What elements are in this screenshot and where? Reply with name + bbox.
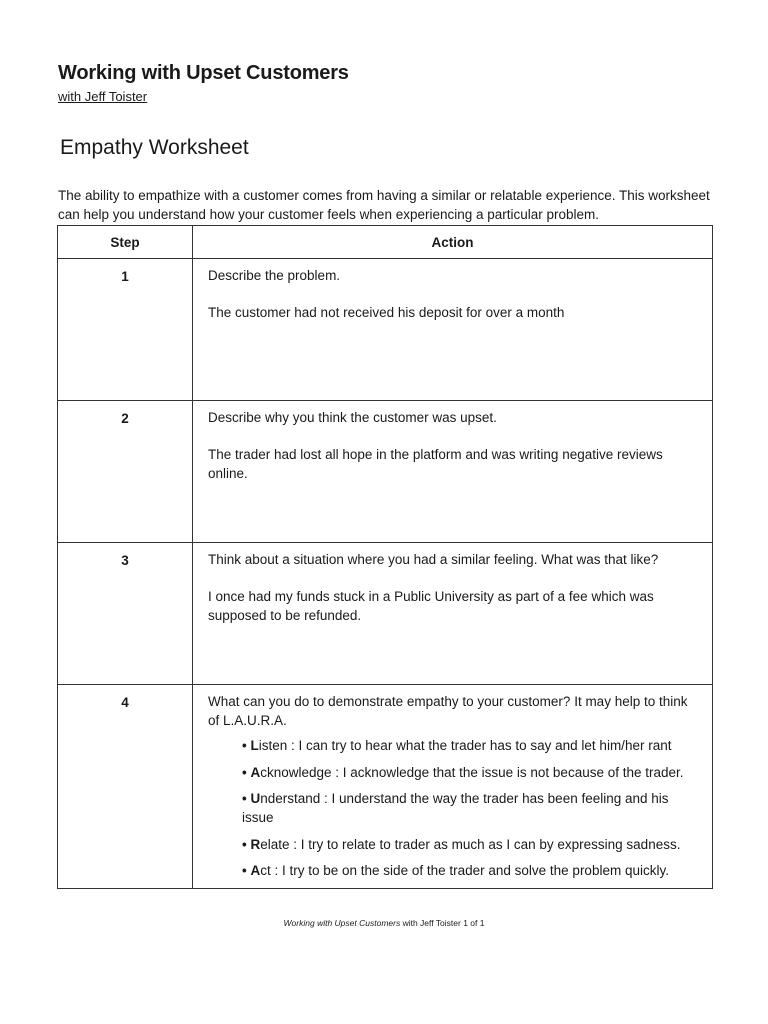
laura-text: nderstand : I understand the way the trader has been feeling and his issue (242, 791, 669, 825)
table-row (58, 259, 713, 401)
course-title: Working with Upset Customers (58, 62, 349, 84)
laura-letter: L (250, 738, 259, 753)
laura-text: ct : I try to be on the side of the trader and solve the problem quickly. (260, 863, 669, 878)
laura-letter: U (250, 791, 261, 806)
table-row (58, 401, 713, 543)
action-prompt: Think about a situation where you had a similar feeling. What was that like? (208, 552, 659, 567)
laura-text: elate : I try to relate to trader as much as I can by expressing sadness. (260, 836, 681, 852)
laura-item-act (242, 861, 702, 880)
laura-item-relate (242, 835, 702, 854)
laura-letter: A (250, 863, 261, 878)
action-answer: The trader had lost all hope in the platform and was writing negative reviews online. (208, 447, 663, 481)
page-footer (0, 917, 768, 929)
action-prompt: Describe the problem. (208, 268, 341, 283)
table-row (58, 543, 713, 685)
footer-course-title: Working with Upset Customers (283, 918, 401, 928)
action-answer: I once had my funds stuck in a Public University as part of a fee which was supposed to be refunded. (208, 589, 654, 623)
laura-item-listen (242, 736, 702, 755)
intro-paragraph: The ability to empathize with a customer comes from having a similar or relatable experience. This worksheet can help you understand how your customer feels when experiencing a particular problem. (58, 188, 710, 222)
step-column-header: Step (58, 226, 193, 259)
bullet-icon: • (242, 764, 247, 780)
action-cell (193, 543, 713, 685)
action-cell (193, 259, 713, 401)
bullet-icon: • (242, 863, 247, 878)
laura-text: isten : I can try to hear what the trader has to say and let him/her rant (258, 738, 672, 753)
step-number: 4 (58, 685, 193, 889)
laura-text: cknowledge : I acknowledge that the issue is not because of the trader. (260, 764, 684, 780)
action-answer: The customer had not received his deposit for over a month (208, 305, 565, 320)
laura-letter: R (250, 836, 261, 852)
step-number: 1 (58, 259, 193, 401)
instructor-subtitle: with Jeff Toister (58, 89, 148, 104)
step-number: 3 (58, 543, 193, 685)
empathy-table (57, 225, 713, 889)
laura-list (208, 736, 702, 880)
bullet-icon: • (242, 836, 247, 852)
table-header-row (58, 226, 713, 259)
action-cell (193, 401, 713, 543)
footer-text: with Jeff Toister 1 of 1 (400, 918, 485, 928)
laura-item-acknowledge (242, 763, 702, 782)
action-column-header: Action (193, 226, 713, 259)
worksheet-title: Empathy Worksheet (60, 136, 249, 159)
laura-item-understand (242, 789, 702, 827)
table-row (58, 685, 713, 889)
action-prompt: What can you do to demonstrate empathy to your customer? It may help to think of L.A.U.R.A. (208, 694, 688, 728)
bullet-icon: • (242, 738, 247, 753)
action-prompt: Describe why you think the customer was upset. (208, 410, 497, 425)
action-cell (193, 685, 713, 889)
laura-letter: A (250, 764, 261, 780)
step-number: 2 (58, 401, 193, 543)
bullet-icon: • (242, 791, 247, 806)
